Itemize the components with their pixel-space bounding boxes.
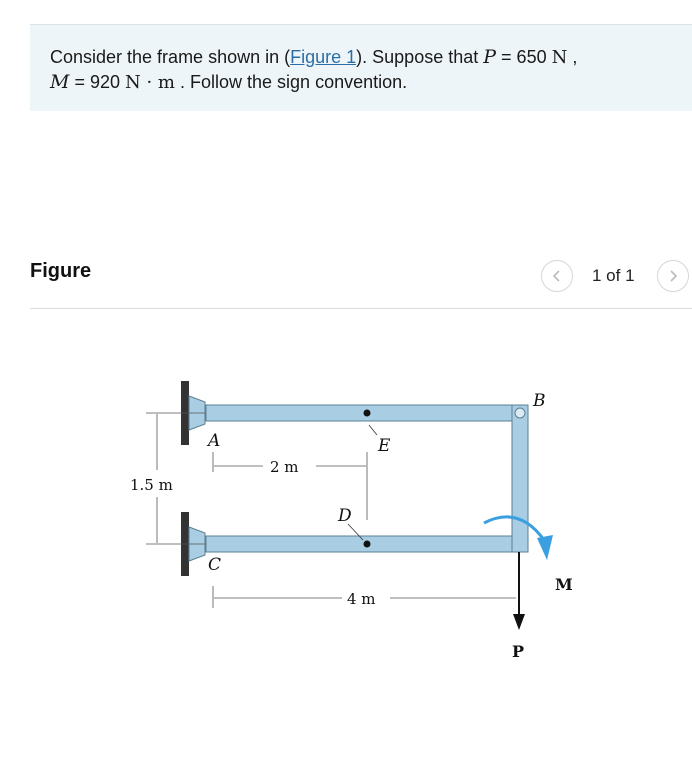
problem-statement-box (30, 24, 692, 111)
m-variable: M (50, 71, 70, 93)
figure-title: Figure (30, 260, 92, 282)
point-d (364, 541, 371, 548)
pin-b (515, 408, 525, 418)
label-m: M (555, 575, 573, 594)
figure-link[interactable]: Figure 1 (290, 47, 357, 67)
point-e (364, 410, 371, 417)
figure-page-counter: 1 of 1 (592, 266, 635, 285)
problem-tail-text: . Follow the sign convention. (175, 72, 408, 92)
label-c: C (208, 555, 222, 575)
problem-statement (50, 45, 670, 95)
p-unit: N (551, 47, 568, 68)
label-d: D (338, 506, 352, 526)
label-p: P (512, 642, 525, 661)
label-a: A (208, 431, 221, 451)
p-variable: P (483, 46, 497, 68)
m-value: = 920 (69, 72, 126, 92)
dimension-height-label: 1.5 m (130, 476, 173, 494)
figure-header (30, 256, 692, 309)
chevron-left-icon (551, 270, 563, 282)
label-e: E (378, 436, 391, 456)
m-unit: N · m (125, 72, 175, 93)
p-comma: , (567, 47, 578, 67)
problem-text-after-link: ). Suppose that (356, 47, 484, 67)
chevron-right-icon (667, 270, 679, 282)
frame-diagram (0, 308, 692, 755)
problem-intro-text: Consider the frame shown in ( (50, 47, 291, 67)
frame-figure (0, 308, 692, 755)
dimension-4m-label: 4 m (347, 590, 376, 608)
dimension-2m-label: 2 m (270, 458, 299, 476)
load-p-arrow (513, 552, 525, 630)
label-b: B (533, 391, 546, 411)
previous-figure-button[interactable] (541, 260, 573, 292)
p-value: = 650 (496, 47, 552, 67)
next-figure-button[interactable] (657, 260, 689, 292)
member-vertical-b (512, 405, 528, 552)
